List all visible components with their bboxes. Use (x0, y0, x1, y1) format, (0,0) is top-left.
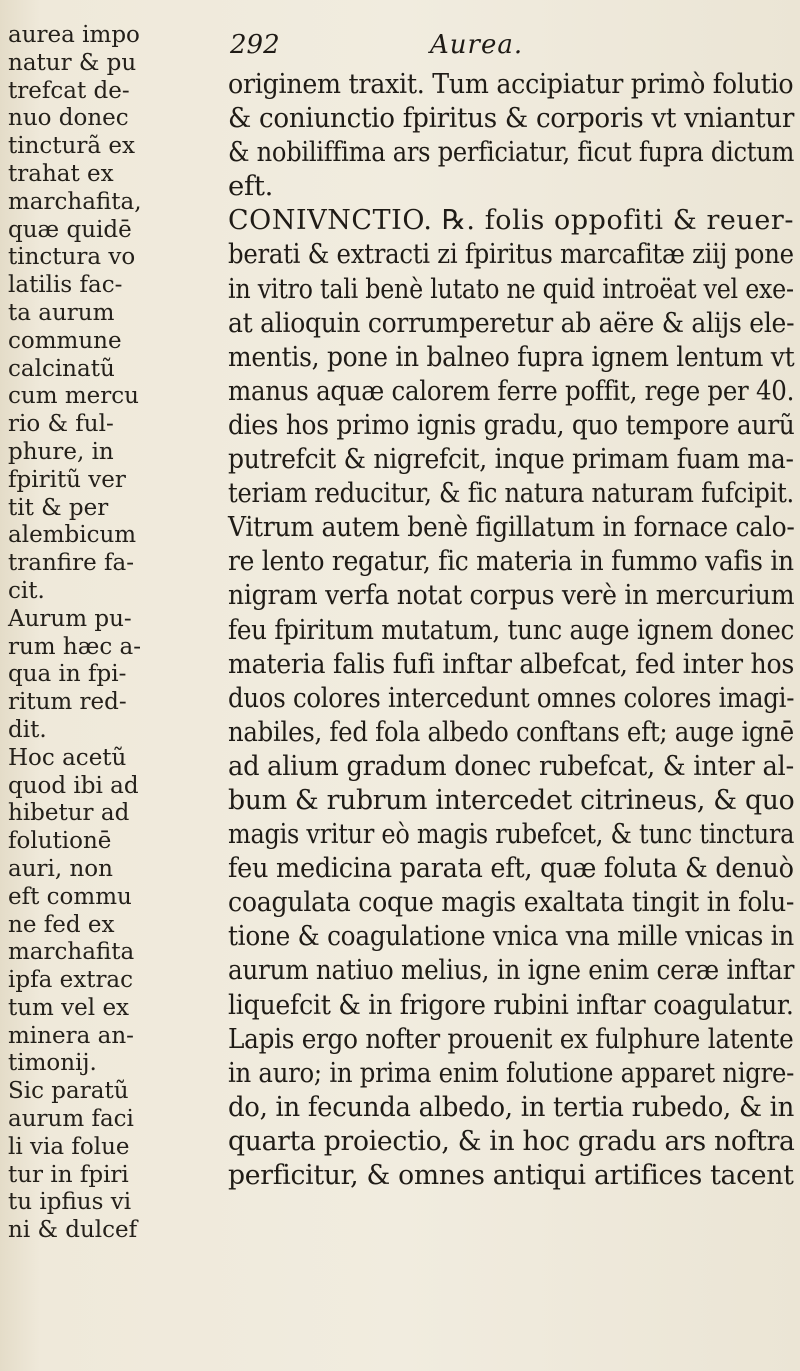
body-text-line: eft. (228, 170, 274, 203)
body-text-line: nigram verfa notat corpus verè in mercurium (228, 579, 795, 612)
body-text-line: nabiles, fed fola albedo conftans eft; auge ignē (228, 715, 794, 748)
margin-note-line: aurum faci (8, 1106, 134, 1133)
margin-note-line: quod ibi ad (8, 772, 139, 799)
margin-note-line: fpiritũ ver (8, 466, 126, 493)
margin-note-line: auri, non (8, 855, 113, 882)
margin-note-line: latilis fac- (8, 272, 123, 299)
body-text-line: at alioquin corrumperetur ab aëre & alijs ele- (228, 306, 795, 339)
margin-note-line: ipfa extrac (8, 967, 134, 994)
body-text-line: coagulata coque magis exaltata tingit in folu- (228, 886, 795, 919)
section-heading-line: CONIVNCTIO. ℞. folis oppofiti & reuer- (228, 204, 795, 237)
page-number: 292 (230, 30, 280, 60)
margin-note-line: calcinatũ (8, 355, 115, 382)
margin-note-line: trefcat de- (8, 77, 130, 104)
margin-note-line: phure, in (8, 438, 114, 465)
margin-note-line: trahat ex (8, 160, 114, 187)
margin-note-line: ritum red- (8, 689, 127, 716)
margin-note-line: ta aurum (8, 299, 115, 326)
body-text-line: duos colores intercedunt omnes colores imagi- (228, 681, 795, 714)
margin-note-line: tum vel ex (8, 994, 130, 1021)
body-text-line: tione & coagulatione vnica vna mille vnicas in (228, 920, 794, 953)
margin-note-line: tit & per (8, 494, 109, 521)
body-text-line: magis vritur eò magis rubefcet, & tunc tinctura (228, 818, 795, 851)
body-text-line: bum & rubrum intercedet citrineus, & quo (228, 783, 795, 816)
margin-note-line: commune (8, 327, 122, 354)
margin-note-line: ne fed ex (8, 911, 115, 938)
body-text-line: materia falis fufi inftar albefcat, fed inter hos (228, 647, 795, 680)
body-text-line: re lento regatur, fic materia in fummo vafis in (228, 545, 794, 578)
margin-note-line: rio & ful- (8, 411, 114, 438)
margin-note-line: eft commu (8, 883, 132, 910)
body-text-line: berati & extracti zi fpiritus marcafitæ ziij pone (228, 238, 794, 271)
body-text-line: ad alium gradum donec rubefcat, & inter al- (228, 749, 794, 782)
margin-note-line: Aurum pu- (8, 605, 132, 632)
body-text-line: aurum natiuo melius, in igne enim ceræ inftar (228, 954, 795, 987)
margin-note-line: cum mercu (8, 383, 139, 410)
margin-note-line: Sic paratũ (8, 1078, 129, 1105)
body-text-line: manus aquæ calorem ferre poffit, rege per 40. (228, 374, 795, 407)
body-text-line: do, in fecunda albedo, in tertia rubedo, & in (228, 1090, 795, 1123)
body-text-line: teriam reducitur, & fic natura naturam fufcipit. (228, 477, 794, 510)
margin-note-line: ni & dulcef (8, 1217, 138, 1244)
body-text-line: mentis, pone in balneo fupra ignem lentum vt (228, 340, 795, 373)
margin-note-line: Hoc acetũ (8, 744, 127, 771)
margin-note-line: tranfire fa- (8, 550, 135, 577)
body-text-line: & coniunctio fpiritus & corporis vt vniantur (228, 102, 795, 135)
margin-note-line: tu ipfius vi (8, 1189, 132, 1216)
margin-note-line: qua in fpi- (8, 661, 127, 688)
body-text-line: in vitro tali benè lutato ne quid introëat vel exe- (228, 272, 794, 305)
body-text-line: feu medicina parata eft, quæ foluta & denuò (228, 852, 794, 885)
margin-note-line: marchafita, (8, 188, 142, 215)
body-text-line: feu fpiritum mutatum, tunc auge ignem donec (228, 613, 795, 646)
body-text-line: Vitrum autem benè figillatum in fornace calo- (228, 511, 795, 544)
margin-note-line: rum hæc a- (8, 633, 142, 660)
margin-note-line: marchafita (8, 939, 135, 966)
margin-note-line: quæ quidē (8, 216, 132, 243)
margin-note-line: natur & pu (8, 49, 137, 76)
body-text-line: perficitur, & omnes antiqui artifices tacent (228, 1159, 794, 1191)
margin-note-line: nuo donec (8, 105, 129, 132)
margin-note-line: cit. (8, 577, 45, 604)
body-text-line: dies hos primo ignis gradu, quo tempore aurũ (228, 408, 795, 441)
body-text-line: Lapis ergo nofter prouenit ex fulphure latente (228, 1022, 794, 1055)
margin-note-line: dit. (8, 716, 47, 743)
margin-note-line: tur in fpiri (8, 1161, 129, 1188)
margin-note-line: tincturã ex (8, 133, 135, 160)
margin-note-line: alembicum (8, 522, 137, 549)
margin-note-line: minera an- (8, 1022, 134, 1049)
margin-note-line: timonij. (8, 1050, 97, 1077)
body-text-line: in auro; in prima enim folutione apparet nigre- (228, 1056, 795, 1089)
body-text-line: & nobiliffima ars perficiatur, ficut fupra dictum (228, 136, 795, 169)
body-text-line: liquefcit & in frigore rubini inftar coagulatur. (228, 988, 794, 1021)
margin-note-line: hibetur ad (8, 800, 130, 827)
body-text (228, 67, 794, 1192)
body-text-line: quarta proiectio, & in hoc gradu ars noftra (228, 1124, 795, 1157)
running-title: Aurea. (430, 30, 524, 60)
margin-note-line: aurea impo (8, 22, 140, 48)
margin-note (8, 22, 218, 1245)
body-text-line: putrefcit & nigrefcit, inque primam fuam ma- (228, 443, 794, 476)
margin-note-line: li via folue (8, 1133, 130, 1160)
body-text-line: originem traxit. Tum accipiatur primò folutio (228, 68, 794, 100)
margin-note-line: tinctura vo (8, 244, 136, 271)
margin-note-line: folutionē (8, 828, 112, 855)
